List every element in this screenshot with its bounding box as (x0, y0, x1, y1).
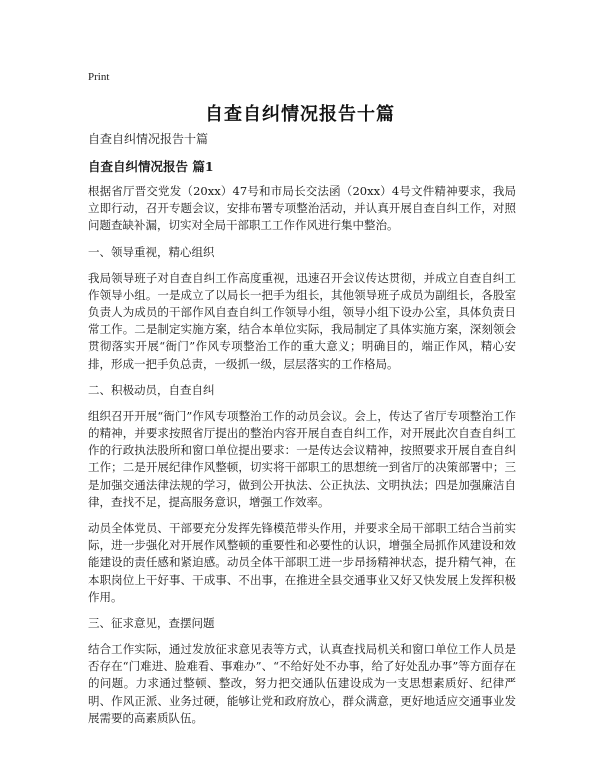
section-1-heading: 一、领导重视，精心组织 (88, 244, 215, 259)
print-label: Print (88, 71, 110, 83)
section-2-paragraph-1: 组织召开开展“衙门”作风专项整治工作的动员会议。会上，传达了省厅专项整治工作的精神，并要求按照省厅提出的整治内容开展自查自纠工作，对开展此次自查自纠工作的行政执法股所和窗口单位提出要求：一是传达会议精神，按照要求开展自查自纠工作；二是开展纪律作风整顿，切实将干部职工的思想统一到省厅的决策部署中；三是加强交通法律法规的学习，做到公开执法、公正执法、文明执法；四是加强廉洁自律，查找不足，提高服务意识，增强工作效率。 (88, 408, 516, 509)
document-body (88, 131, 516, 736)
section-3-heading: 三、征求意见，查摆问题 (88, 616, 215, 631)
document-subtitle: 自查自纠情况报告十篇 (88, 132, 209, 146)
section-2-paragraph-2: 动员全体党员、干部要充分发挥先锋模范带头作用，并要求全局干部职工结合当前实际，进一步强化对开展作风整顿的重要性和必要性的认识，增强全局抓作风建设和效能建设的责任感和紧迫感。动员全体干部职工进一步昂扬精神状态，提升精气神，在本职岗位上干好事、干成事、不出事，在推进全县交通事业又好又快发展上发挥积极作用。 (88, 521, 516, 604)
document-title: 自查自纠情况报告十篇 (205, 104, 395, 125)
section-1-paragraph: 我局领导班子对自查自纠工作高度重视，迅速召开会议传达贯彻，并成立自查自纠工作领导小组。一是成立了以局长一把手为组长，其他领导班子成员为副组长，各股室负责人为成员的干部作风自查自纠工作领导小组，领导小组下设办公室，具体负责日常工作。二是制定实施方案，结合本单位实际，我局制定了具体实施方案，深刻领会贯彻落实开展“衙门”作风专项整治工作的重大意义；明确目的，端正作风，精心安排，形成一把手负总责，一级抓一级，层层落实的工作格局。 (88, 270, 516, 371)
section-3-paragraph: 结合工作实际，通过发放征求意见表等方式，认真查找局机关和窗口单位工作人员是否存在“门难进、脸难看、事难办”、“不给好处不办事，给了好处乱办事”等方面存在的问题。力求通过整顿、整改，努力把交通队伍建设成为一支思想素质好、纪律严明、作风正派、业务过硬，能够让党和政府放心，群众满意，更好地适应交通事业发展需要的高素质队伍。 (88, 642, 516, 725)
intro-paragraph: 根据省厅晋交党发（20xx）47号和市局长交法函（20xx）4号文件精神要求，我局立即行动，召开专题会议，安排布署专项整治活动，并认真开展自查自纠工作，对照问题查缺补漏，切实对全局干部职工工作作风进行集中整治。 (88, 184, 516, 233)
article-heading: 自查自纠情况报告 篇1 (88, 159, 214, 174)
section-2-heading: 二、积极动员，自查自纠 (88, 382, 215, 397)
